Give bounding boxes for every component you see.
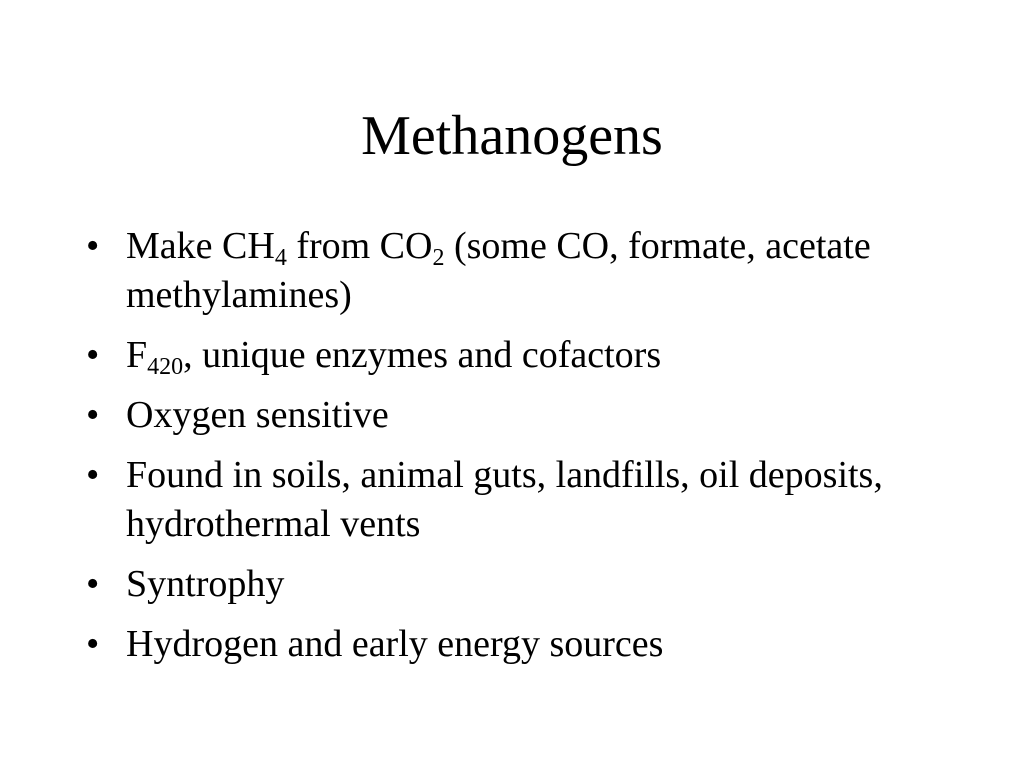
list-item (84, 560, 944, 609)
bullet-icon: • (86, 394, 100, 436)
bullet-text: Found in soils, animal guts, landfills, oil deposits, hydrothermal vents (126, 454, 883, 545)
subscript: 4 (274, 245, 287, 271)
text-segment: , unique enzymes and cofactors (183, 334, 662, 376)
list-item (84, 620, 944, 669)
list-item (84, 391, 944, 440)
text-segment: Make CH (126, 225, 275, 267)
subscript: 2 (432, 245, 445, 271)
list-item (84, 451, 944, 549)
slide-title: Methanogens (361, 105, 663, 167)
subscript: 420 (147, 354, 184, 380)
bullet-icon: • (86, 334, 100, 376)
bullet-text: Syntrophy (126, 563, 285, 605)
bullet-text: Oxygen sensitive (126, 394, 389, 436)
bullet-icon: • (86, 623, 100, 665)
list-item (84, 331, 944, 380)
list-item (84, 222, 944, 320)
bullet-icon: • (86, 454, 100, 496)
bullet-list (84, 222, 944, 680)
bullet-text (126, 334, 662, 380)
bullet-icon: • (86, 225, 100, 267)
text-segment: F (126, 334, 148, 376)
text-segment: (some CO, formate, acetate methylamines) (126, 225, 871, 316)
bullet-text (126, 225, 871, 316)
bullet-text: Hydrogen and early energy sources (126, 623, 664, 665)
text-segment: from CO (286, 225, 433, 267)
bullet-icon: • (86, 563, 100, 605)
